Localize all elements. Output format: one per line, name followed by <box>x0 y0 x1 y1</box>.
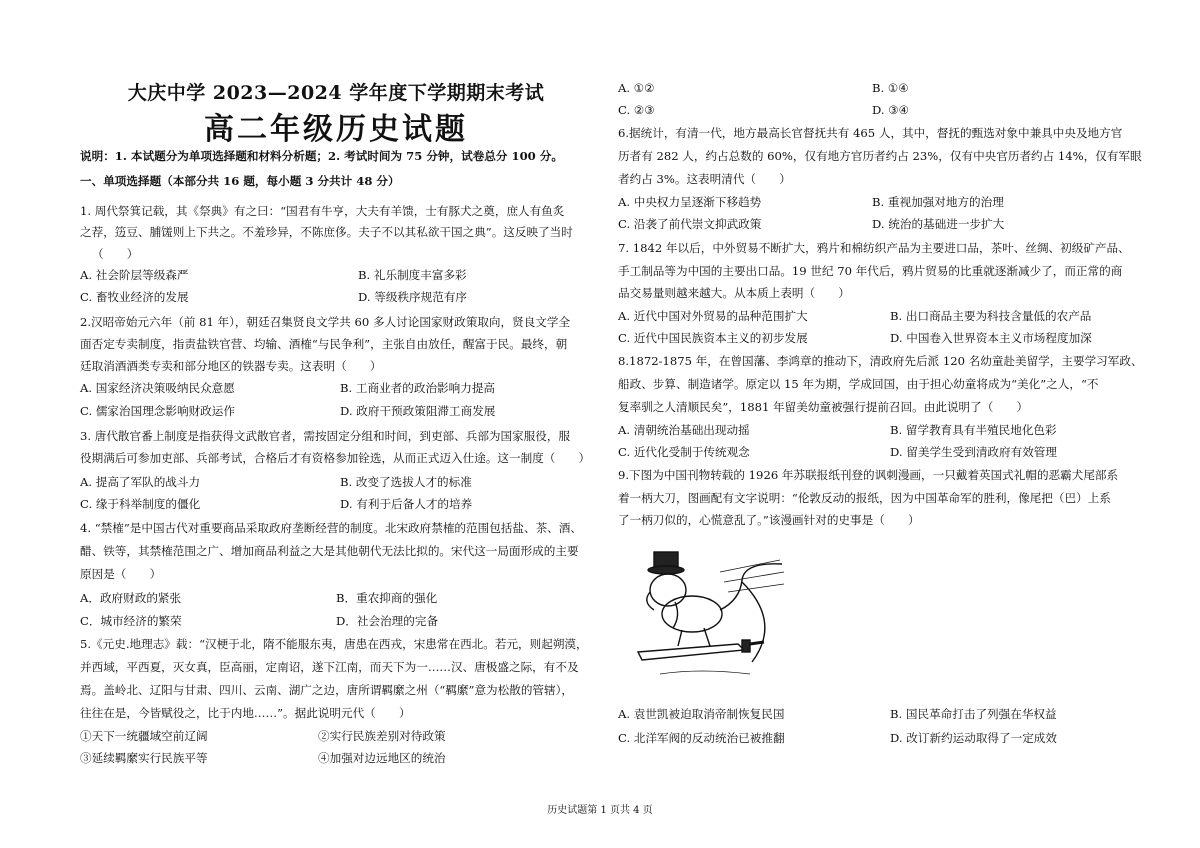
q5-line-1: 5.《元史.地理志》载：“汉梗于北，隋不能服东夷，唐患在西戎，宋患常在西北。若元，则起朔漠， <box>80 637 588 651</box>
q7-line-1: 7. 1842 年以后，中外贸易不断扩大，鸦片和棉纺织产品为主要进口品，茶叶、丝绸、初级矿产品、 <box>618 241 1130 255</box>
q2-line-2: 面否定专卖制度，指责盐铁官营、均输、酒榷“与民争利”，主张自由放任，醒富于民。最终，朝 <box>80 337 568 351</box>
q3-option-c[interactable]: C. 缘于科举制度的僵化 <box>80 497 201 511</box>
q1-line-1: 1. 周代祭箕记载，其《祭典》有之曰：“国君有牛亨，大夫有羊馈，士有豚犬之奠，庶人有鱼炙 <box>80 204 565 218</box>
q1-option-a[interactable]: A. 社会阶层等级森严 <box>80 268 189 282</box>
q9-line-2: 着一柄大刀，图画配有文字说明：“伦敦反动的报纸，因为中国革命军的胜利，像尾把（巴）上系 <box>618 491 1111 505</box>
q1-line-3: （ ） <box>92 247 139 261</box>
q3-line-2: 役期满后可参加吏部、兵部考试，合格后才有资格参加铨选，从而正式迈入仕途。这一制度（ ） <box>80 451 591 465</box>
q5-option-d[interactable]: D. ③④ <box>872 103 910 117</box>
q5-statement-2: ②实行民族差别对待政策 <box>318 729 446 743</box>
q3-option-a[interactable]: A. 提高了军队的战斗力 <box>80 475 201 489</box>
q3-option-d[interactable]: D. 有利于后备人才的培养 <box>340 497 473 511</box>
q2-line-1: 2.汉昭帝始元六年（前 81 年），朝廷召集贤良文学共 60 多人讨论国家财政策取向，贤良文学全 <box>80 315 571 329</box>
q6-line-3: 者约占 3%。这表明清代（ ） <box>618 172 791 186</box>
q8-line-2: 船政、步算、制造诸学。原定以 15 年为期，学成回国，由于担心幼童将成为“美化”之人，“不 <box>618 377 1099 391</box>
q1-line-2: 之荐，笾豆、脯馐则上下共之。不羞珍异，不陈庶侈。夫子不以其私欲干国之典”。这反映了当时 <box>80 225 573 239</box>
q2-option-d[interactable]: D. 政府干预政策阻滞工商发展 <box>340 404 496 418</box>
q2-line-3: 廷取消酒酒类专卖和部分地区的铁器专卖。这表明（ ） <box>80 359 382 373</box>
q6-option-a[interactable]: A. 中央权力呈逐渐下移趋势 <box>618 195 762 209</box>
q5-statement-1: ①天下一统疆域空前辽阔 <box>80 729 208 743</box>
q4-option-c[interactable]: C．城市经济的繁荣 <box>80 614 182 628</box>
q6-line-2: 历者有 282 人，约占总数的 60%，仅有地方官历者约占 23%，仅有中央官历者约占 14%，仅有军眼 <box>618 149 1142 163</box>
main-title: 高二年级历史试题 <box>204 112 468 147</box>
school-title: 大庆中学 2023—2024 学年度下学期期末考试 <box>127 82 545 104</box>
q9-line-3: 了一柄刀似的，心慌意乱了。”该漫画针对的史事是（ ） <box>618 513 920 527</box>
q3-line-1: 3. 唐代散官番上制度是指获得文武散官者，需按固定分组和时间，到吏部、兵部为国家服役，服 <box>80 429 571 443</box>
q5-line-2: 并西域，平西夏，灭女真，臣高丽，定南诏，遂下江南，而天下为一……汉、唐极盛之际，有不及 <box>80 660 579 674</box>
q5-option-a[interactable]: A. ①② <box>618 81 655 95</box>
q1-option-d[interactable]: D. 等级秩序规范有序 <box>358 290 468 304</box>
q5-statement-3: ③延续羁縻实行民族平等 <box>80 751 208 765</box>
q7-option-c[interactable]: C. 近代中国民族资本主义的初步发展 <box>618 331 808 345</box>
satirical-cartoon-image <box>620 532 800 697</box>
q9-option-b[interactable]: B. 国民革命打击了列强在华权益 <box>890 707 1057 721</box>
q6-line-1: 6.据统计，有清一代，地方最高长官督抚共有 465 人，其中，督抚的甄选对象中兼具中央及地方官 <box>618 126 1123 140</box>
q8-option-b[interactable]: B. 留学教育具有半殖民地化色彩 <box>890 423 1057 437</box>
q9-option-a[interactable]: A. 袁世凯被迫取消帝制恢复民国 <box>618 707 785 721</box>
q5-option-c[interactable]: C. ②③ <box>618 103 655 117</box>
q7-option-b[interactable]: B. 出口商品主要为科技含量低的农产品 <box>890 309 1092 323</box>
q9-option-c[interactable]: C. 北洋军阀的反动统治已被推翻 <box>618 731 785 745</box>
q5-line-4: 往往在是，今皆赋役之，比于内地……”。据此说明元代（ ） <box>80 706 411 720</box>
q7-option-a[interactable]: A. 近代中国对外贸易的品种范围扩大 <box>618 309 808 323</box>
instructions: 说明：1. 本试题分为单项选择题和材料分析题；2. 考试时间为 75 分钟，试卷总分 100 分。 <box>80 149 563 163</box>
q9-line-1: 9.下图为中国刊物转载的 1926 年苏联报纸刊登的讽刺漫画，一只戴着英国式礼帽的恶霸犬尾部系 <box>618 468 1119 482</box>
q7-option-d[interactable]: D. 中国卷入世界资本主义市场程度加深 <box>890 331 1092 345</box>
q2-option-a[interactable]: A. 国家经济决策吸纳民众意愿 <box>80 381 235 395</box>
q8-option-c[interactable]: C. 近代化受制于传统观念 <box>618 445 750 459</box>
q4-line-1: 4. “禁榷”是中国古代对重要商品采取政府垄断经营的制度。北宋政府禁榷的范围包括盐、茶、酒、 <box>80 521 582 535</box>
q4-line-3: 原因是（ ） <box>80 567 162 581</box>
q5-option-b[interactable]: B. ①④ <box>872 81 909 95</box>
q4-option-a[interactable]: A．政府财政的紧张 <box>80 591 182 605</box>
q7-line-2: 手工制品等为中国的主要出口品。19 世纪 70 年代后，鸦片贸易的比重就逐渐减少了，而正常的商 <box>618 264 1123 278</box>
q4-option-b[interactable]: B．重农抑商的强化 <box>336 591 438 605</box>
q6-option-d[interactable]: D. 统治的基础进一步扩大 <box>872 217 1005 231</box>
q5-line-3: 焉。盖岭北、辽阳与甘肃、四川、云南、湖广之边，唐所谓羁縻之州（“羁縻”意为松散的管辖）， <box>80 683 573 697</box>
q1-option-c[interactable]: C. 畜牧业经济的发展 <box>80 290 189 304</box>
q9-option-d[interactable]: D. 改订新约运动取得了一定成效 <box>890 731 1057 745</box>
q2-option-b[interactable]: B. 工商业者的政治影响力提高 <box>340 381 496 395</box>
q8-line-3: 复率驯之人清顺民矣”，1881 年留美幼童被强行提前召回。由此说明了（ ） <box>618 400 1029 414</box>
q4-option-d[interactable]: D．社会治理的完备 <box>336 614 439 628</box>
q8-option-d[interactable]: D. 留美学生受到清政府有效管理 <box>890 445 1057 459</box>
q8-option-a[interactable]: A. 清朝统治基础出现动摇 <box>618 423 750 437</box>
section-heading: 一、单项选择题（本部分共 16 题，每小题 3 分共计 48 分） <box>80 174 400 188</box>
q5-statement-4: ④加强对边远地区的统治 <box>318 751 446 765</box>
q7-line-3: 品交易量则越来越大。从本质上表明（ ） <box>618 286 850 300</box>
page-footer: 历史试题第 1 页共 4 页 <box>547 805 653 816</box>
q3-option-b[interactable]: B. 改变了选拔人才的标准 <box>340 475 472 489</box>
q6-option-b[interactable]: B. 重视加强对地方的治理 <box>872 195 1004 209</box>
q6-option-c[interactable]: C. 沿袭了前代崇文抑武政策 <box>618 217 762 231</box>
q8-line-1: 8.1872-1875 年，在曾国藩、李鸿章的推动下，清政府先后派 120 名幼童赴美留学，主要学习军政、 <box>618 354 1143 368</box>
q1-option-b[interactable]: B. 礼乐制度丰富多彩 <box>358 268 467 282</box>
q2-option-c[interactable]: C. 儒家治国理念影响财政运作 <box>80 404 235 418</box>
q4-line-2: 醋、铁等，其禁榷范围之广、增加商品利益之大是其他朝代无法比拟的。宋代这一局面形成的主要 <box>80 544 579 558</box>
